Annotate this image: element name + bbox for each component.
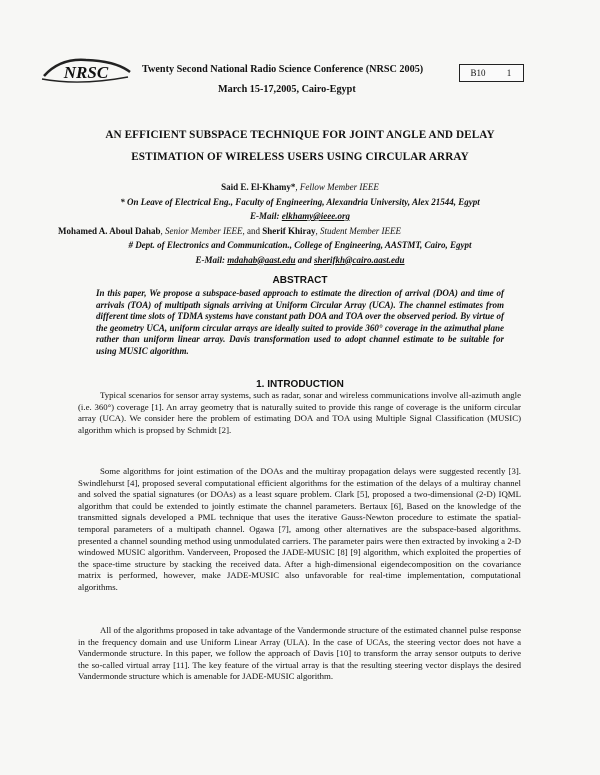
email-line-2 [58, 253, 542, 268]
email-and: and [295, 254, 315, 265]
intro-paragraph-3: All of the algorithms proposed in take advantage of the Vandermonde structure of the estimated channel pulse response in the frequency domain and use Uniform Linear Array (ULA). In the case of UCAs, the steering vector does not have a Vandermonde structure. In this paper, we follow the approach of Davis [10] to transform the array sensor outputs to derive the so-called virtual array [11]. The key feature of the virtual array is that the resulting steering vector displays the desired Vandermonde structure which is amenable for JADE-MUSIC algorithm. [78, 625, 521, 682]
email-1-label: E-Mail: [250, 211, 282, 221]
email-2-link[interactable]: mdahab@aast.edu [227, 254, 296, 265]
author-line-1 [58, 180, 542, 195]
author-3-role: , Student Member IEEE [315, 225, 401, 236]
introduction-heading: 1. INTRODUCTION [256, 379, 344, 390]
affiliation-2: # Dept. of Electronics and Communication., College of Engineering, AASTMT, Cairo, Egypt [128, 240, 472, 250]
title-line-2: ESTIMATION OF WIRELESS USERS USING CIRCULAR ARRAY [131, 151, 469, 163]
author-3-name: Sherif Khiray [262, 225, 316, 236]
abstract-text: In this paper, We propose a subspace-based approach to estimate the direction of arrival (DOA) and time of arrivals (TOA) of multipath signals arriving at Uniform Circular Array (UCA). The channel estimates from different time slots of TDMA systems have constant path DOA and TOA over the observed period. By virtue of the geometry UCA, uniform circular arrays are ideally suited to provide 360° coverage in the azimuthal plane rather than uniform linear array. Davis transformation used to adopt channel estimate to be suitable for using MUSIC algorithm. [96, 288, 504, 356]
conference-title: Twenty Second National Radio Science Conference (NRSC 2005) [142, 64, 424, 75]
logo-text: NRSC [63, 63, 109, 82]
author-1-role: , Fellow Member IEEE [295, 182, 379, 192]
author-block [58, 180, 542, 267]
paper-code: B10 [459, 64, 497, 82]
and-text: and [244, 225, 263, 236]
email-1-link[interactable]: elkhamy@ieee.org [281, 211, 350, 221]
author-2-role: , Senior Member IEEE, [160, 225, 245, 236]
abstract-heading: ABSTRACT [272, 275, 328, 286]
author-2-name: Mohamed A. Aboul Dahab [58, 225, 161, 236]
author-line-2 [58, 224, 542, 239]
conference-header [40, 56, 560, 96]
conference-date: March 15-17,2005, Cairo-Egypt [218, 84, 356, 95]
page-number: 1 [495, 64, 524, 82]
email-2-label: E-Mail: [195, 254, 228, 265]
author-1-name: Said E. El-Khamy* [221, 182, 296, 192]
email-3-link[interactable]: sherifkh@cairo.aast.edu [314, 254, 405, 265]
nrsc-logo [40, 56, 132, 86]
affiliation-1: * On Leave of Electrical Eng., Faculty of Engineering, Alexandria University, Alex 21544, Egypt [120, 196, 480, 207]
intro-paragraph-2: Some algorithms for joint estimation of the DOAs and the multiray propagation delays were suggested recently [3]. Swindlehurst [4], proposed several computational efficient algorithms for the estimation of the delays of a multiray channel and solved the spatial signatures (or DOAs) as a least square problem. Clark [5], proposed a two-dimensional (2-D) IQML algorithm that could be extended to jointly estimate the channel parameters. Bertaux [6], Based on the knowledge of the transmitted signals developed a PML technique that uses the iterative Gauss-Newton procedure to estimate the spatial-temporal parameters of a multipath channel. Ogawa [7], among other alternatives are the subspace-based algorithms. presented a channel sounding method using unmodulated carriers. The parameter pairs were then extracted by invoking a 2-D windowed MUSIC algorithm. Vanderveen, Proposed the JADE-MUSIC [8] [9] algorithm, which exploited the properties of the space-time structure by stacking the received data. After a high-dimensional eigendecomposition on the covariance matrix is performed, however, make JADE-MUSIC also unfavorable for real-time implementation, computational algorithms. [78, 466, 521, 592]
title-line-1: AN EFFICIENT SUBSPACE TECHNIQUE FOR JOINT ANGLE AND DELAY [105, 129, 495, 141]
paper-title [40, 124, 560, 168]
email-line-1 [58, 209, 542, 224]
intro-paragraph-1: Typical scenarios for sensor array systems, such as radar, sonar and wireless communications involve all-azimuth angle (i.e. 360°) coverage [1]. An array geometry that is naturally suited to provide this range of coverage is the uniform circular array (UCA). We consider here the problem of estimating DOA and TOA using Multiple Signal Classification (MUSIC) algorithm which is propsed by Schmidt [2]. [78, 390, 521, 435]
